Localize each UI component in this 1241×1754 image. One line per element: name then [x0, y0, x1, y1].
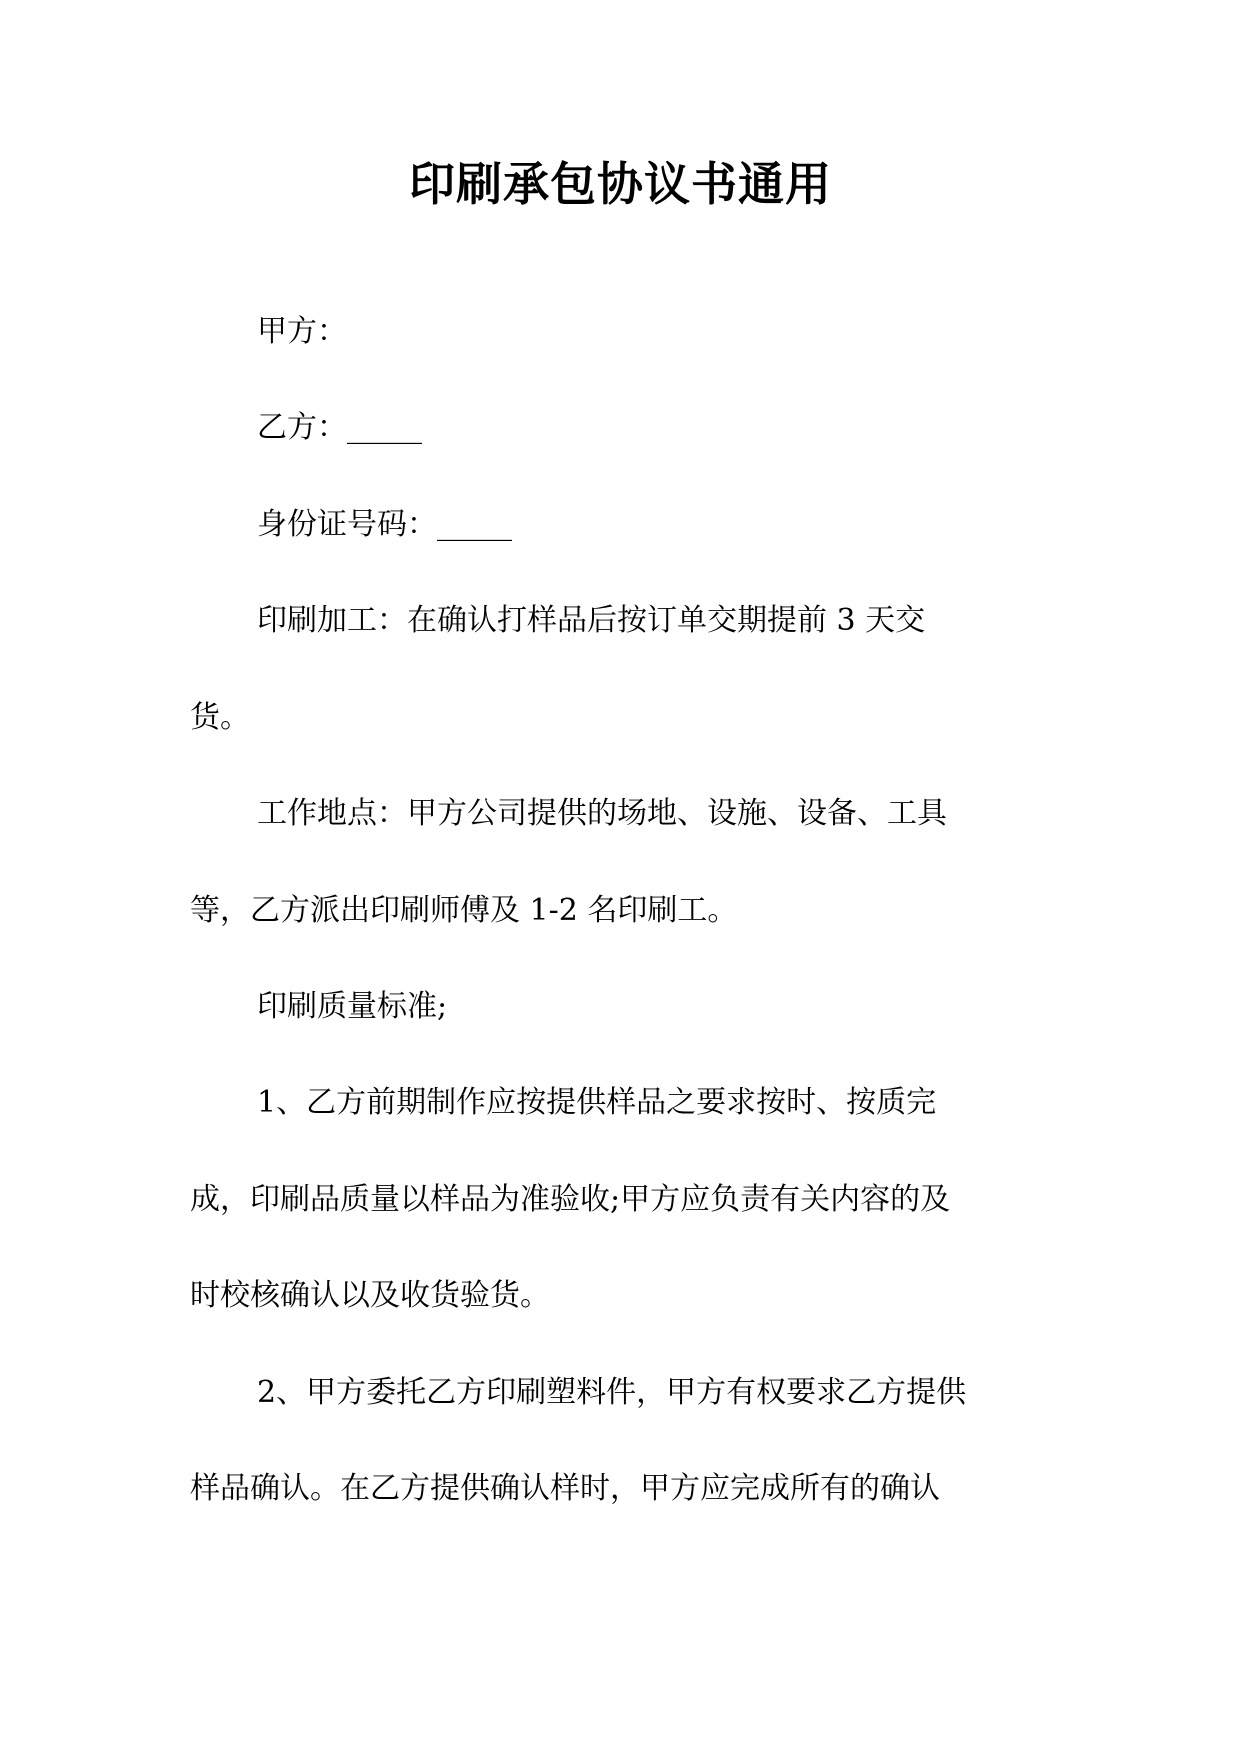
document-title: 印刷承包协议书通用	[409, 157, 832, 211]
printing-process-line-2: 货。	[190, 700, 250, 735]
clause-1-line-1: 1、乙方前期制作应按提供样品之要求按时、按质完	[257, 1085, 937, 1120]
id-number-line: 身份证号码：_____	[257, 507, 512, 542]
party-a-line: 甲方：	[257, 314, 347, 349]
clause-2-line-2: 样品确认。在乙方提供确认样时，甲方应完成所有的确认	[190, 1471, 940, 1506]
clause-2-line-1: 2、甲方委托乙方印刷塑料件，甲方有权要求乙方提供	[257, 1375, 967, 1410]
clause-1-line-2: 成，印刷品质量以样品为准验收;甲方应负责有关内容的及	[190, 1182, 951, 1217]
work-location-line-1: 工作地点：甲方公司提供的场地、设施、设备、工具	[257, 796, 947, 831]
clause-1-line-3: 时校核确认以及收货验货。	[190, 1278, 550, 1313]
work-location-line-2: 等，乙方派出印刷师傅及 1-2 名印刷工。	[190, 893, 738, 928]
printing-process-line-1: 印刷加工：在确认打样品后按订单交期提前 3 天交	[257, 603, 926, 638]
quality-standard-heading: 印刷质量标准;	[257, 989, 448, 1024]
party-b-line: 乙方：_____	[257, 410, 422, 445]
